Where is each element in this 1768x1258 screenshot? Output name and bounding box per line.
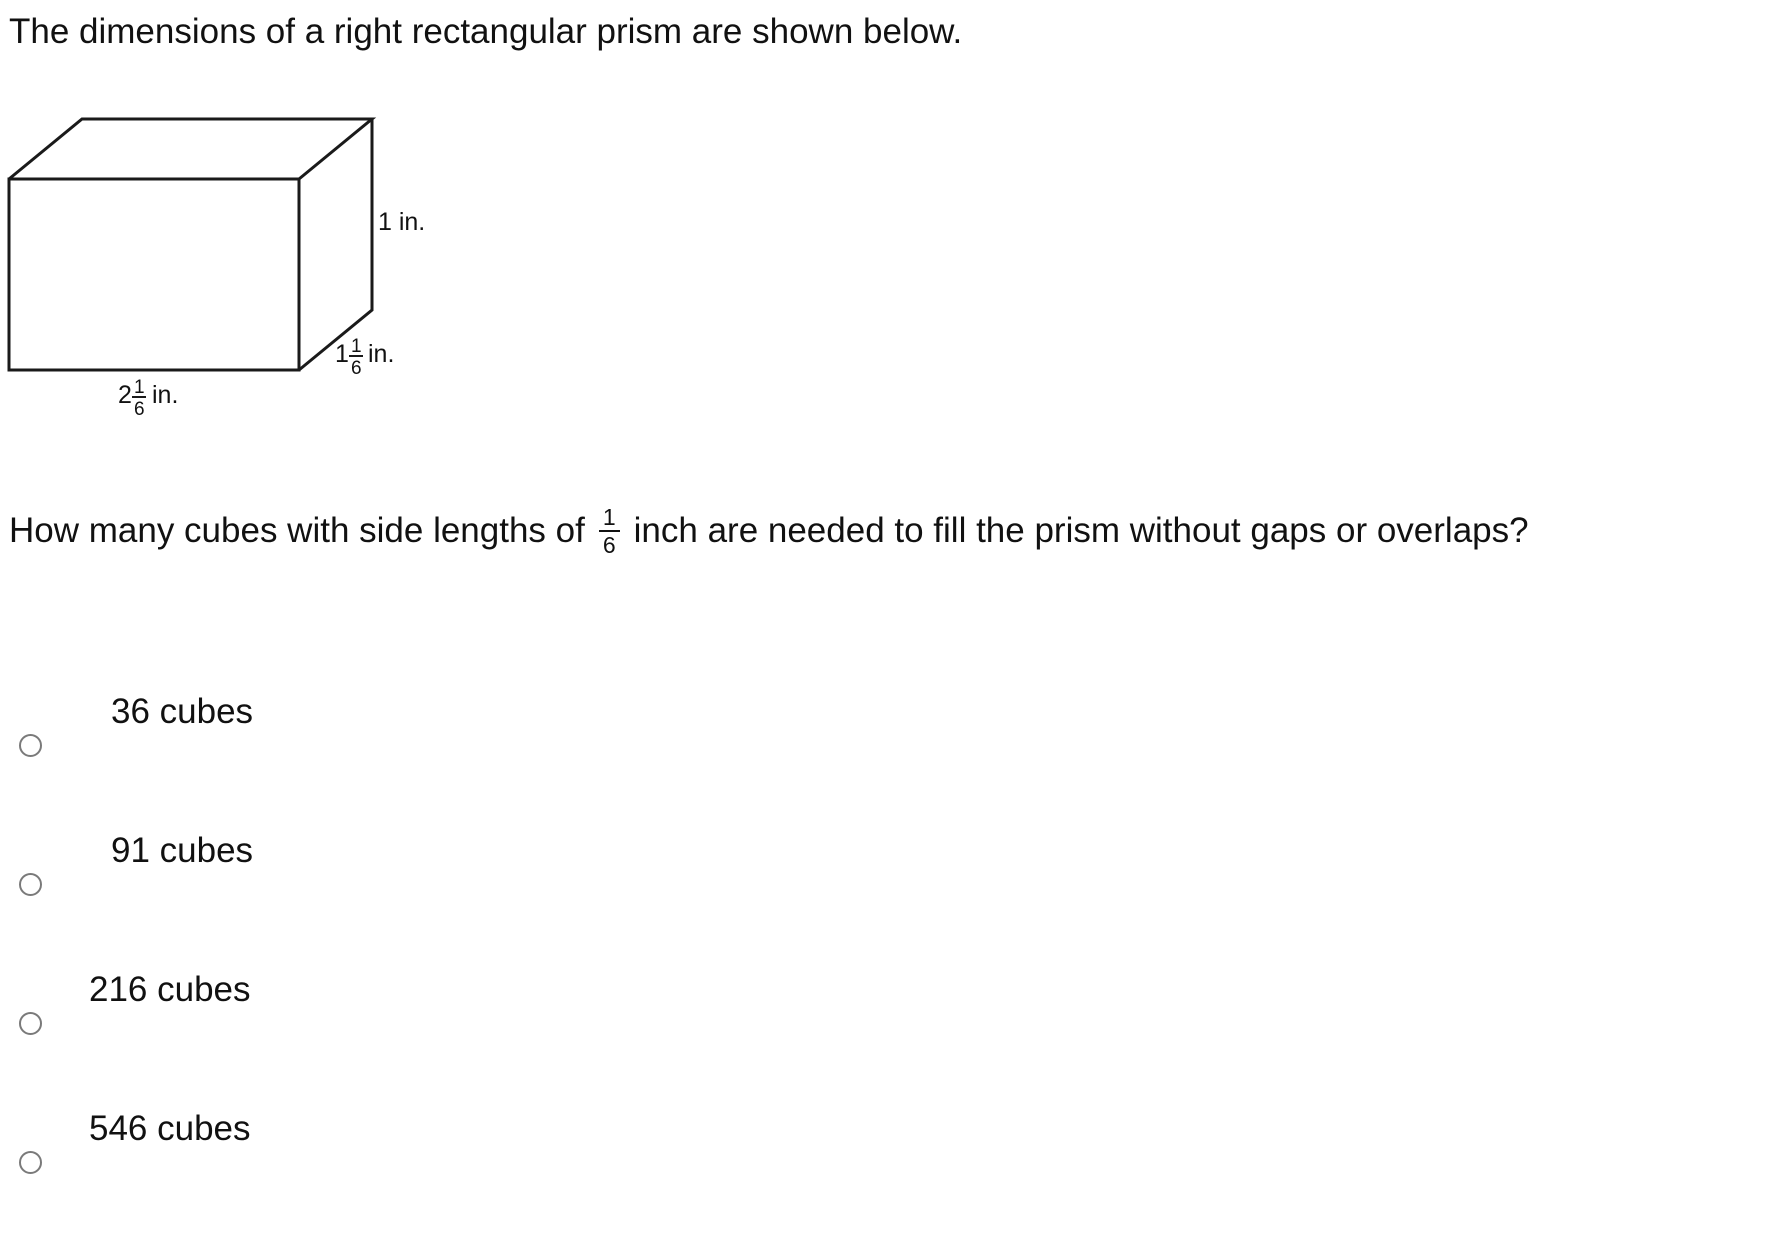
answer-choice-4[interactable] <box>0 1107 600 1227</box>
question-text <box>9 496 1529 566</box>
length-label <box>118 377 178 420</box>
depth-label <box>335 336 394 379</box>
fraction-numerator: 1 <box>599 504 620 532</box>
radio-button[interactable] <box>19 1151 42 1174</box>
radio-button[interactable] <box>19 873 42 896</box>
prism-figure <box>0 100 460 425</box>
prism-top-face <box>9 119 372 179</box>
question-intro: The dimensions of a right rectangular prism are shown below. <box>9 12 963 51</box>
prism-diagram <box>0 100 460 420</box>
answer-choice-1[interactable] <box>0 690 600 810</box>
answer-choice-label: 546 cubes <box>89 1109 251 1148</box>
answer-choice-label: 91 cubes <box>111 831 254 870</box>
question-text-after: inch are needed to fill the prism without gaps or overlaps? <box>633 511 1529 550</box>
answer-choice-label: 216 cubes <box>89 970 251 1009</box>
svg-text:6: 6 <box>134 399 145 420</box>
answer-choice-3[interactable] <box>0 968 600 1088</box>
radio-button[interactable] <box>19 734 42 757</box>
question-fraction <box>599 504 620 558</box>
height-label: 1 in. <box>378 208 426 236</box>
prism-front-face <box>9 179 299 370</box>
svg-text:1: 1 <box>335 340 349 368</box>
answer-choice-label: 36 cubes <box>111 692 254 731</box>
prism-side-face <box>299 119 372 370</box>
svg-text:1: 1 <box>134 377 145 398</box>
svg-text:in.: in. <box>152 381 179 409</box>
radio-button[interactable] <box>19 1012 42 1035</box>
fraction-denominator: 6 <box>602 532 616 558</box>
svg-text:6: 6 <box>351 358 362 379</box>
svg-text:1: 1 <box>351 336 362 357</box>
svg-text:in.: in. <box>368 340 395 368</box>
answer-choice-2[interactable] <box>0 829 600 949</box>
svg-text:2: 2 <box>118 381 132 409</box>
question-text-before: How many cubes with side lengths of <box>9 511 585 550</box>
